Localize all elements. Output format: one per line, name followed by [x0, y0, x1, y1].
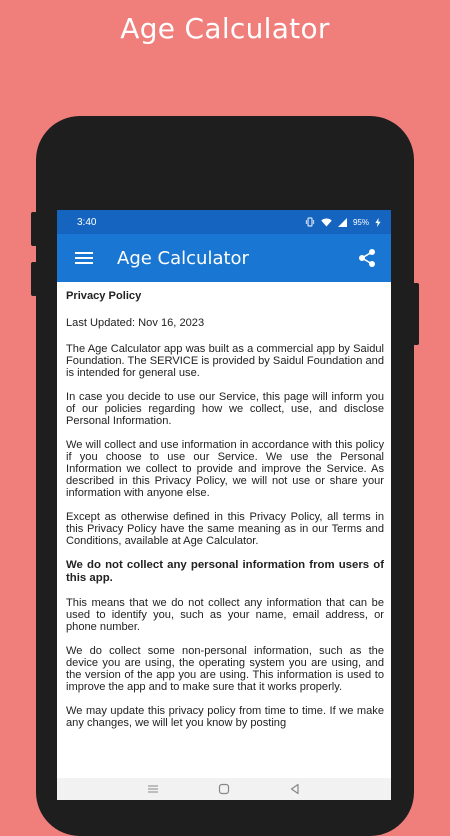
- vibrate-icon: [305, 217, 315, 227]
- policy-bold-statement: We do not collect any personal information from users of this app.: [66, 559, 384, 584]
- policy-paragraph: We do collect some non-personal information, such as the device you are using, the operating system you are using, and the version of the app you are using. This information is used to improve the app and to make sure that it works properly.: [66, 645, 384, 693]
- recents-icon: [147, 784, 159, 794]
- policy-paragraph: We will collect and use information in accordance with this policy if you choose to use our Service. We use the Personal Information we collect to provide and improve the Service. As described in this Privacy Policy, we will not use or share your information with anyone else.: [66, 439, 384, 499]
- policy-paragraph: In case you decide to use our Service, this page will inform you of our policies regarding how we collect, use, and disclose Personal Information.: [66, 391, 384, 427]
- promo-title: Age Calculator: [120, 12, 330, 45]
- policy-paragraph: The Age Calculator app was built as a commercial app by Saidul Foundation. The SERVICE is provided by Saidul Foundation and is intended for general use.: [66, 343, 384, 379]
- phone-screen: [57, 210, 391, 800]
- status-icons: [305, 217, 381, 227]
- status-time: 3:40: [77, 216, 97, 228]
- policy-paragraph: We may update this privacy policy from time to time. If we make any changes, we will let you know by posting: [66, 705, 384, 729]
- system-nav-bar: [57, 778, 391, 800]
- battery-charging-icon: [375, 218, 381, 227]
- nav-home-button[interactable]: [218, 783, 230, 795]
- privacy-policy-content[interactable]: [66, 282, 384, 778]
- nav-recents-button[interactable]: [147, 784, 159, 794]
- share-icon: [357, 248, 377, 268]
- battery-text: 95%: [352, 217, 369, 227]
- policy-paragraph: This means that we do not collect any information that can be used to identify you, such as your name, email address, or phone number.: [66, 597, 384, 633]
- last-updated-text: Last Updated: Nov 16, 2023: [66, 317, 205, 329]
- policy-paragraph: Except as otherwise defined in this Privacy Policy, all terms in this Privacy Policy have the same meaning as in our Terms and Conditions, available at Age Calculator.: [66, 511, 384, 547]
- nav-back-button[interactable]: [289, 783, 301, 795]
- wifi-icon: [321, 218, 332, 227]
- app-title: Age Calculator: [117, 247, 249, 269]
- app-bar: [57, 234, 391, 282]
- home-icon: [218, 783, 230, 795]
- share-button[interactable]: [355, 246, 379, 270]
- signal-icon: [338, 218, 347, 227]
- status-bar: [57, 210, 391, 234]
- page-title: Privacy Policy: [66, 290, 142, 302]
- menu-button[interactable]: [73, 247, 95, 269]
- hamburger-icon: [75, 251, 93, 265]
- back-icon: [289, 783, 301, 795]
